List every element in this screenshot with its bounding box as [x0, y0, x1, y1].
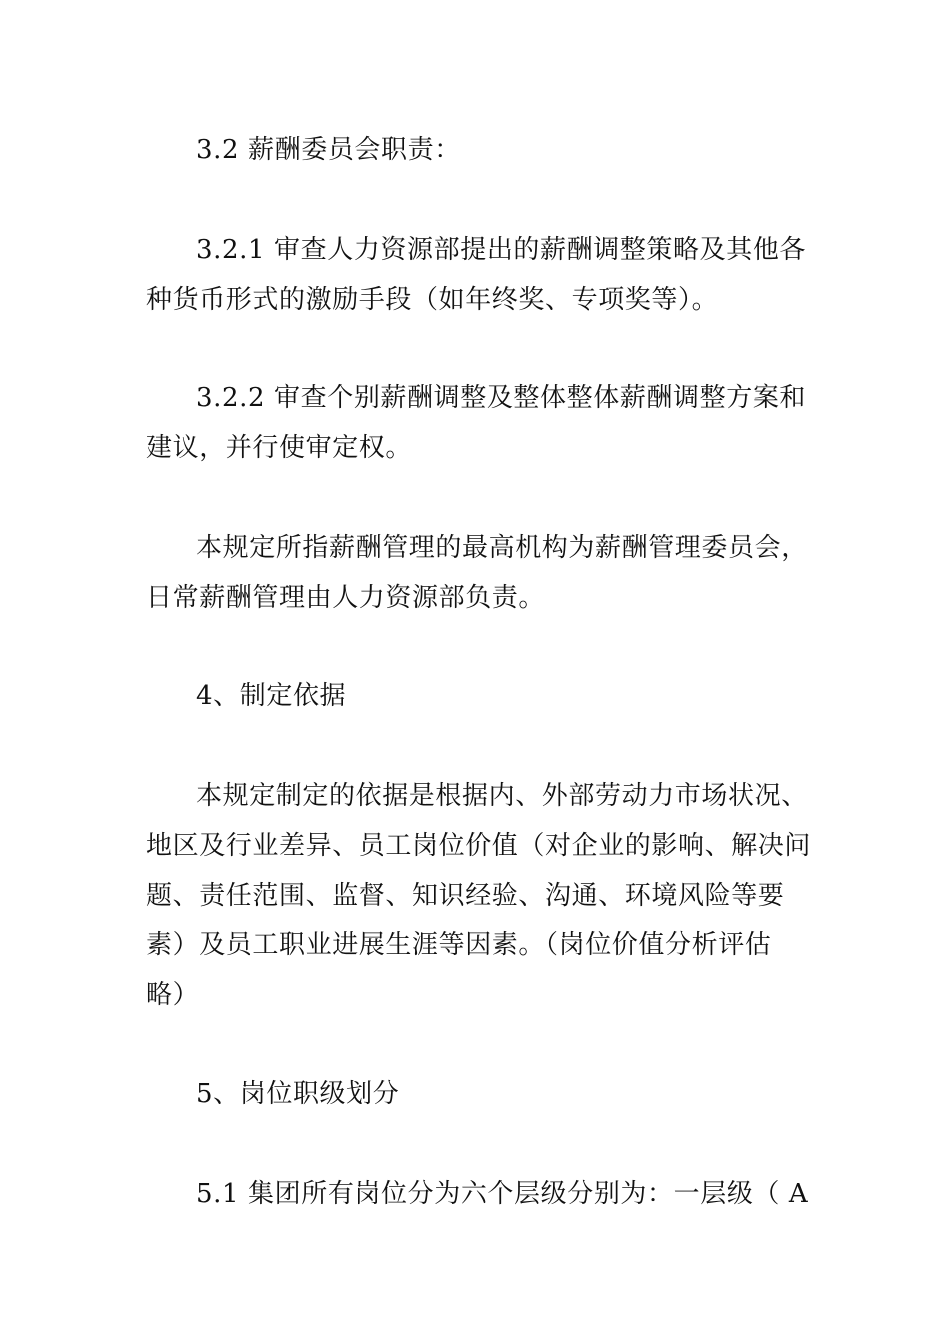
- paragraph-authority-line-2: 日常薪酬管理由人力资源部负责。: [146, 583, 546, 613]
- paragraph-5-1-line-1: 5.1 集团所有岗位分为六个层级分别为：一层级（ A: [196, 1179, 809, 1209]
- section-heading-3-2: 3.2 薪酬委员会职责：: [196, 135, 461, 165]
- paragraph-3-2-1-line-1: 3.2.1 审查人力资源部提出的薪酬调整策略及其他各: [196, 235, 807, 265]
- paragraph-3-2-2-line-1: 3.2.2 审查个别薪酬调整及整体整体薪酬调整方案和: [196, 383, 807, 413]
- paragraph-basis-line-4: 素）及员工职业进展生涯等因素。（岗位价值分析评估: [146, 930, 772, 960]
- paragraph-3-2-1-line-2: 种货币形式的激励手段（如年终奖、专项奖等）。: [146, 285, 719, 315]
- section-heading-4: 4、制定依据: [196, 681, 347, 711]
- section-heading-5: 5、岗位职级划分: [196, 1079, 400, 1109]
- paragraph-basis-line-1: 本规定制定的依据是根据内、外部劳动力市场状况、: [196, 781, 808, 811]
- paragraph-authority-line-1: 本规定所指薪酬管理的最高机构为薪酬管理委员会，: [196, 533, 808, 563]
- paragraph-basis-line-5: 略）: [146, 980, 200, 1010]
- paragraph-basis-line-3: 题、责任范围、监督、知识经验、沟通、环境风险等要: [146, 881, 785, 911]
- paragraph-basis-line-2: 地区及行业差异、员工岗位价值（对企业的影响、解决问: [146, 831, 812, 861]
- paragraph-3-2-2-line-2: 建议，并行使审定权。: [146, 433, 413, 463]
